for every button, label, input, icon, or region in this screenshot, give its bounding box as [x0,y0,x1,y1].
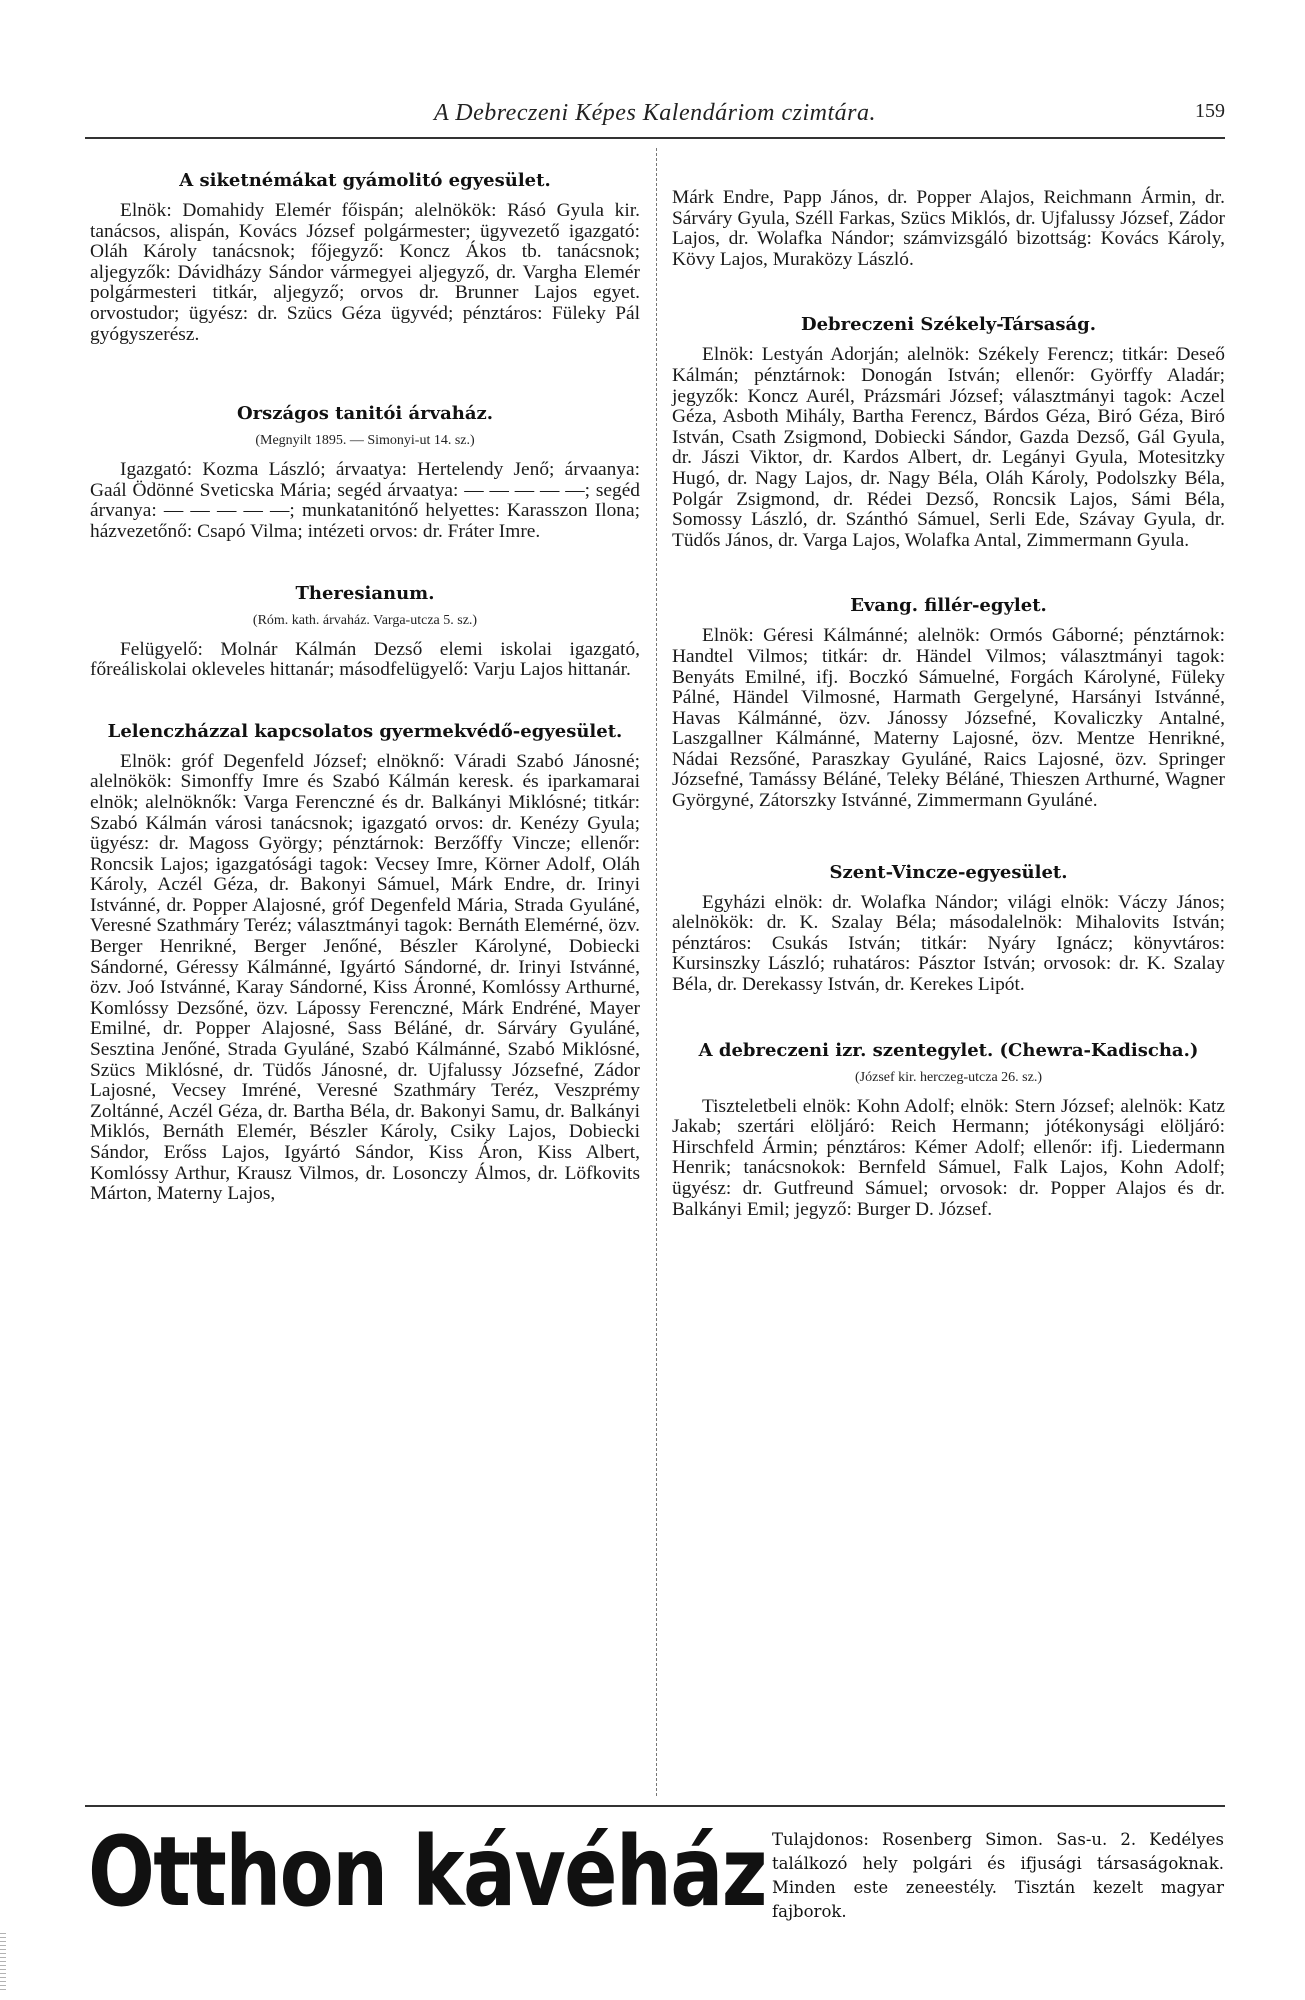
section-tanitoi-arvahaz [90,403,640,542]
section-szekely-tarsasag [672,314,1225,551]
section-continuation [672,188,1225,270]
section-title: Országos tanitói árvaház. [236,403,493,425]
section-title: Evang. fillér-egylet. [850,595,1047,617]
section-body: Elnök: Domahidy Elemér főispán; alelnökök: Rásó Gyula kir. tanácsos, alispán, Kovács József polgármester; ügyvezető igazgató: Oláh Károly tanácsnok; főjegyző: Koncz Ákos tb. tanácsnok; aljegyzők: Dávidházy Sándor vármegyei aljegyző, dr. Vargha Elemér polgármesteri titkár, aljegyző; orvos dr. Brunner Lajos egyet. orvostudor; ügyész: dr. Szücs Géza ügyvéd; pénztáros: Füleky Pál gyógyszerész. [90,200,640,345]
section-title: Lelenczházzal kapcsolatos gyermekvédő-egyesület. [107,720,623,742]
section-siketnemak [90,170,640,345]
section-title: Debreczeni Székely-Társaság. [800,314,1097,336]
section-body: Igazgató: Kozma László; árvaatya: Hertelendy Jenő; árvaanya: Gaál Ödönné Sveticska Mária; segéd árvaatya: — — — — —; segéd árvanya: — — — — —; munkatanitónő helyettes: Karasszon Ilona; házvezetőnő: Csapó Vilma; intézeti orvos: dr. Fráter Imre. [90,459,640,542]
section-subtitle: (József kir. herczeg-utcza 26. sz.) [855,1069,1042,1085]
section-subtitle: (Róm. kath. árvaház. Varga-utcza 5. sz.) [252,612,478,628]
running-title: A Debreczeni Képes Kalendáriom czimtára. [434,100,876,126]
page-header [85,96,1225,138]
section-subtitle: (Megnyilt 1895. — Simonyi-ut 14. sz.) [255,433,475,449]
section-evang-filler-egylet [672,595,1225,811]
left-column [90,168,640,1239]
continued-text: Márk Endre, Papp János, dr. Popper Alajos, Reichmann Ármin, dr. Sárváry Gyula, Széll Farkas, Szücs Miklós, dr. Ujfalussy József, Zádor Lajos, dr. Wolafka Nándor; számvizsgáló bizottság: Kovács Károly, Kövy Lajos, Muraközy László. [672,187,1225,270]
column-divider [656,148,657,1796]
section-title: A siketnémákat gyámolitó egyesület. [179,170,551,191]
section-title: Szent-Vincze-egyesület. [829,861,1068,883]
advertisement-title: Otthon kávéház [88,1816,766,1928]
section-body: Tiszteletbeli elnök: Kohn Adolf; elnök: Stern József; alelnök: Katz Jakab; szertári elöljáró: Reich Hermann; jótékonysági elöljáró: Hirschfeld Ármin; pénztáros: Kémer Adolf; ellenőr: ifj. Liedermann Henrik; tanácsnokok: Bernfeld Sámuel, Falk Lajos, Kohn Adolf; ügyész: dr. Gutfreund Sámuel; orvosok: dr. Popper Alajos és dr. Balkányi Emil; jegyző: Burger D. József. [672,1095,1225,1220]
header-rule [85,137,1225,139]
scan-artifact [0,1930,6,1990]
section-szent-vincze [672,862,1225,996]
advertisement-text: Tulajdonos: Rosenberg Simon. Sas-u. 2. Kedélyes találkozó hely polgári és ifjusági társaságoknak. Minden este zeneestély. Tisztán kezelt magyar fajborok. [772,1830,1224,1921]
footer-rule [85,1805,1225,1807]
section-body: Elnök: gróf Degenfeld József; elnöknő: Váradi Szabó Jánosné; alelnökök: Simonffy Imre és Szabó Kálmán keresk. és iparkamarai elnök; alelnöknők: Varga Ferenczné és dr. Balkányi Miklósné; titkár: Szabó Kálmán városi tanácsnok; igazgató orvos: dr. Kenézy Gyula; ügyész: dr. Magoss György; pénztárnok: Berzőffy Vincze; ellenőr: Roncsik Lajos; igazgatósági tagok: Vecsey Imre, Körner Adolf, Oláh Károly, Aczél Géza, dr. Bakonyi Sámuel, Márk Endre, dr. Irinyi Istvánné, dr. Popper Alajosné, gróf Degenfeld Mária, Strada Gyuláné, Veresné Szathmáry Teréz; választmányi tagok: Bernáth Elemérné, özv. Berger Henrikné, Berger Jenőné, Bészler Károlyné, Dobiecki Sándorné, Géressy Kálmánné, Igyártó Sándorné, dr. Irinyi Istvánné, özv. Joó Istvánné, Karay Sándorné, Kiss Áronné, Komlóssy Arthurné, Komlóssy Dezsőné, özv. Lápossy Ferenczné, Márk Endréné, Mayer Emilné, dr. Popper Alajosné, Sass Béláné, dr. Sárváry Gyuláné, Sesztina Jenőné, Strada Gyuláné, Szabó Kálmánné, Szabó Miklósné, Szücs Miklósné, dr. Tüdős Jánosné, dr. Ujfalussy Józsefné, Zádor Lajosné, Vecsey Imréné, Veresné Szathmáry Teréz, Veszprémy Zoltánné, Aczél Géza, dr. Bartha Béla, dr. Bakonyi Samu, dr. Balkányi Miklós, Bernáth Elemér, Bészler Károly, Csiky Lajos, Dobiecki Sándor, Erőss Lajos, Igyártó Sándor, Kiss Áron, Kiss Albert, Komlóssy Arthur, Krausz Vilmos, dr. Losonczy Álmos, dr. Löfkovits Márton, Materny Lajos, [90,750,640,1205]
section-title: Theresianum. [295,582,435,604]
section-body: Elnök: Lestyán Adorján; alelnök: Székely Ferencz; titkár: Deseő Kálmán; pénztárnok: Donogán István; ellenőr: Györffy Aladár; jegyzők: Koncz Aurél, Prázsmári József; választmányi tagok: Aczel Géza, Asboth Mihály, Bartha Ferencz, Bárdos Géza, Biró Géza, Biró István, Csath Zsigmond, Dobiecki Sándor, Gazda Dezső, Gál Gyula, dr. Jászi Viktor, dr. Kardos Albert, dr. Legányi Gyula, Motesitzky Hugó, dr. Nagy Lajos, dr. Nagy Béla, Oláh Károly, Podolszky Béla, Polgár Zsigmond, dr. Rédei Dezső, Roncsik Lajos, Sámi Béla, Somossy László, dr. Szánthó Sámuel, Serli Ede, Szávay Gyula, dr. Tüdős János, dr. Varga Lajos, Wolafka Antal, Zimmermann Gyula. [672,344,1225,551]
section-title: A debreczeni izr. szentegylet. (Chewra-Kadischa.) [698,1039,1199,1061]
section-body: Felügyelő: Molnár Kálmán Dezső elemi iskolai igazgató, főreáliskolai okleveles hittanár; másodfelügyelő: Varju Lajos hittanár. [90,638,640,681]
page-number: 159 [1195,100,1225,122]
section-gyermekvedo [90,721,640,1205]
section-body: Elnök: Géresi Kálmánné; alelnök: Ormós Gáborné; pénztárnok: Handtel Vilmos; titkár: dr. Händel Vilmos; választmányi tagok: Benyáts Emilné, ifj. Boczkó Sámuelné, Forgách Károlyné, Füleky Pálné, Händel Vilmosné, Harmath Gergelyné, Harsányi Istvánné, Havas Kálmánné, özv. Jánossy Józsefné, Kovaliczky Antalné, Laszgallner Kálmánné, Materny Lajosné, özv. Mentze Henrikné, Nádai Rezsőné, Paraszkay Gyuláné, Raics Lajosné, özv. Springer Józsefné, Tamássy Béláné, Teleky Béláné, Thieszen Arthurné, Wagner Györgyné, Zátorszky Istvánné, Zimmermann Gyuláné. [672,625,1225,812]
section-body: Egyházi elnök: dr. Wolafka Nándor; világi elnök: Váczy János; alelnökök: dr. K. Szalay Béla; másodalelnök: Mihalovits István; pénztáros: Csukás István; titkár: Nyáry Ignácz; könyvtáros: Kursinszky László; ruhatáros: Pásztor István; orvosok: dr. K. Szalay Béla, dr. Derekassy István, dr. Kerekes Lipót. [672,891,1225,996]
right-column [672,168,1225,1254]
section-theresianum [90,583,640,681]
section-chewra-kadischa [672,1040,1225,1221]
